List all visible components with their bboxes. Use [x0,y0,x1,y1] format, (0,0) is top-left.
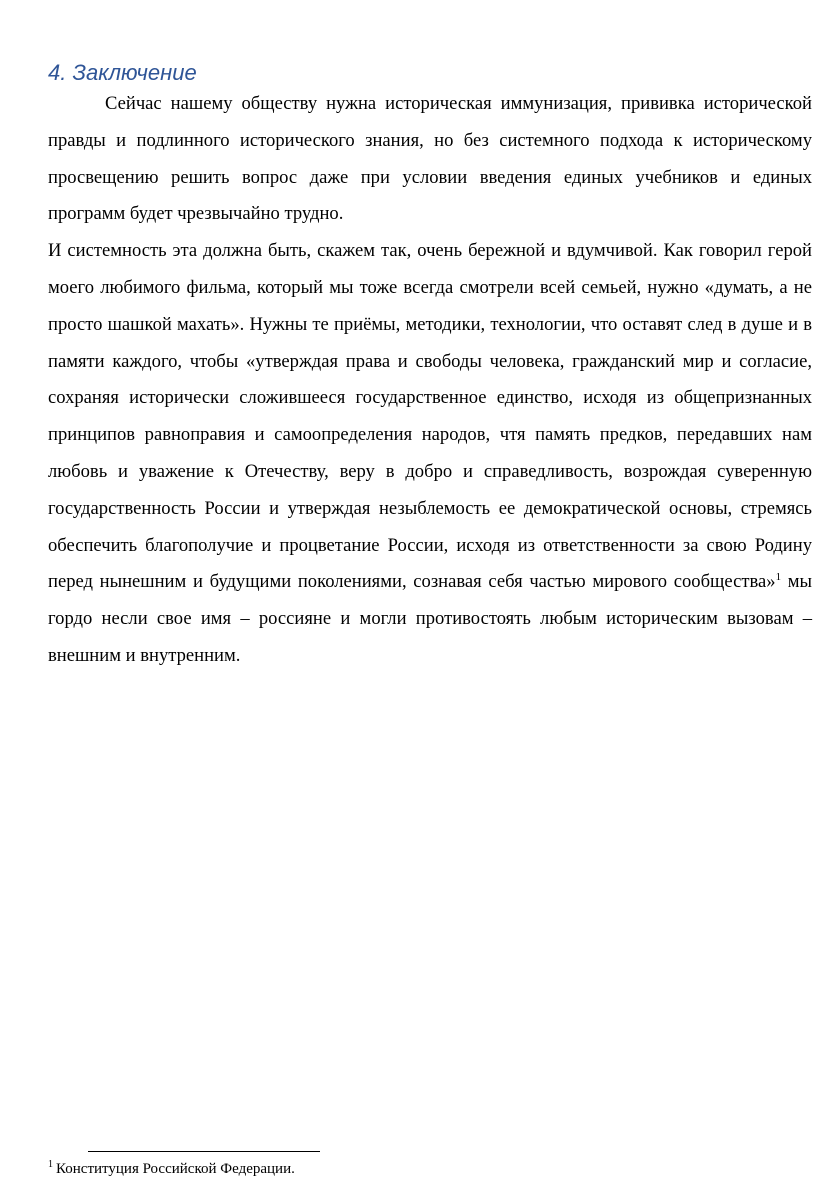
footnote [48,1159,295,1179]
footnote-reference[interactable]: 1 [775,571,782,584]
paragraph-2-text-before-footnote: И системность эта должна быть, скажем так, очень бережной и вдумчивой. Как говорил герой моего любимого фильма, который мы тоже всегда смотрели всей семьей, нужно «думать, а не просто шашкой махать». Нужны те приёмы, методики, технологии, что оставят след в душе и в памяти каждого, чтобы «утверждая права и свободы человека, гражданский мир и согласие, сохраняя исторически сложившееся государственное единство, исходя из общепризнанных принципов равноправия и самоопределения народов, чтя память предков, передавших нам любовь и уважение к Отечеству, веру в добро и справедливость, возрождая суверенную государственность России и утверждая незыблемость ее демократической основы, стремясь обеспечить благополучие и процветание России, исходя из ответственности за свою Родину перед нынешним и будущими поколениями, сознавая себя частью мирового сообщества» [48,240,812,593]
paragraph-2 [48,233,812,675]
footnote-separator [88,1151,320,1152]
section-heading: 4. Заключение [48,60,197,85]
paragraph-2-text-after-footnote: мы гордо несли свое имя – россияне и могли противостоять любым историческим вызовам – внешним и внутренним. [48,571,812,666]
footnote-number: 1 [48,1159,53,1170]
paragraph-1: Сейчас нашему обществу нужна историческая иммунизация, прививка исторической правды и подлинного исторического знания, но без системного подхода к историческому просвещению решить вопрос даже при условии введения единых учебников и единых программ будет чрезвычайно трудно. [48,93,812,225]
footnote-text: Конституция Российской Федерации. [56,1161,295,1177]
body-text [48,86,812,675]
